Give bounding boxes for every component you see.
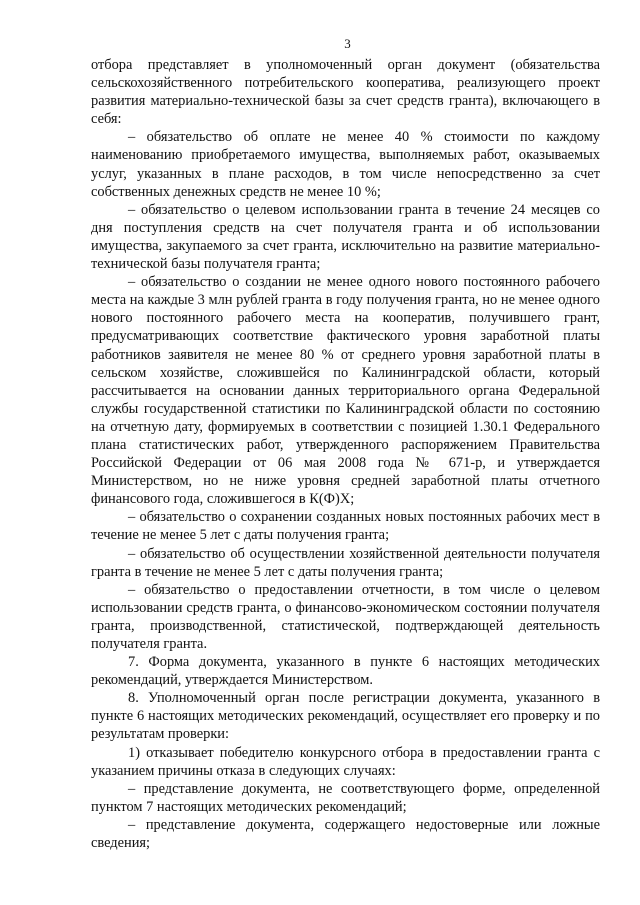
paragraph-obligation-keep-jobs: – обязательство о сохранении созданных новых постоянных рабочих мест в течение не менее 5 лет с даты получения гранта; xyxy=(91,509,600,544)
paragraph-item-7: 7. Форма документа, указанного в пункте 6 настоящих методических рекомендаций, утверждается Министерством. xyxy=(91,654,600,689)
paragraph-obligation-reporting: – обязательство о предоставлении отчетности, в том числе о целевом использовании средств гранта, о финансово-экономическом состоянии получателя гранта, производственной, статистической, подтверждающей деятельность получателя гранта. xyxy=(91,581,600,652)
paragraph-obligation-activity: – обязательство об осуществлении хозяйственной деятельности получателя гранта в течение не менее 5 лет с даты получения гранта; xyxy=(91,545,600,580)
paragraph-subitem-1: 1) отказывает победителю конкурсного отбора в предоставлении гранта с указанием причины отказа в следующих случаях: xyxy=(91,744,600,779)
paragraph-item-8: 8. Уполномоченный орган после регистрации документа, указанного в пункте 6 настоящих методических рекомендаций, осуществляет его проверку и по результатам проверки: xyxy=(91,690,600,743)
paragraph-refusal-form: – представление документа, не соответствующего форме, определенной пунктом 7 настоящих методических рекомендаций; xyxy=(91,780,600,815)
paragraph-refusal-false-info: – представление документа, содержащего недостоверные или ложные сведения; xyxy=(91,816,600,852)
paragraph-obligation-new-jobs: – обязательство о создании не менее одного нового постоянного рабочего места на каждые 3 млн рублей гранта в году получения гранта, но не менее одного нового постоянного рабочего места на кооператив, получившего грант, предусматривающих соответствие фактического уровня заработной платы работников заявителя не менее 80 % от среднего уровня заработной платы в сельском хозяйстве, сложившейся по Калининградской области, который рассчитывается на основании данных территориального органа Федеральной службы государственной статистики по Калининградской области по состоянию на отчетную дату, формируемых в соответствии с позицией 1.30.1 Федерального плана статистических работ, утвержденного распоряжением Правительства Российской Федерации от 06 мая 2008 года № 671-р, и утверждается Министерством, но не ниже уровня средней заработной платы отчетного финансового года, сложившегося в К(Ф)Х; xyxy=(91,274,600,508)
paragraph-obligation-payment: – обязательство об оплате не менее 40 % стоимости по каждому наименованию приобретаемого имущества, выполняемых работ, оказываемых услуг, указанных в плане расходов, в том числе непосредственно за счет собственных денежных средств не менее 10 %; xyxy=(91,129,600,200)
document-page xyxy=(91,36,600,852)
paragraph-obligation-targeted-use: – обязательство о целевом использовании гранта в течение 24 месяцев со дня поступления средств на счет получателя гранта и об использовании имущества, закупаемого за счет гранта, исключительно на развитие материально-технической базы получателя гранта; xyxy=(91,201,600,273)
document-body xyxy=(91,56,600,852)
page-number: 3 xyxy=(344,36,351,51)
paragraph-continuation: отбора представляет в уполномоченный орган документ (обязательства сельскохозяйственного потребительского кооператива, реализующего проект развития материально-технической базы за счет средств гранта), включающего в себя: xyxy=(91,57,600,128)
